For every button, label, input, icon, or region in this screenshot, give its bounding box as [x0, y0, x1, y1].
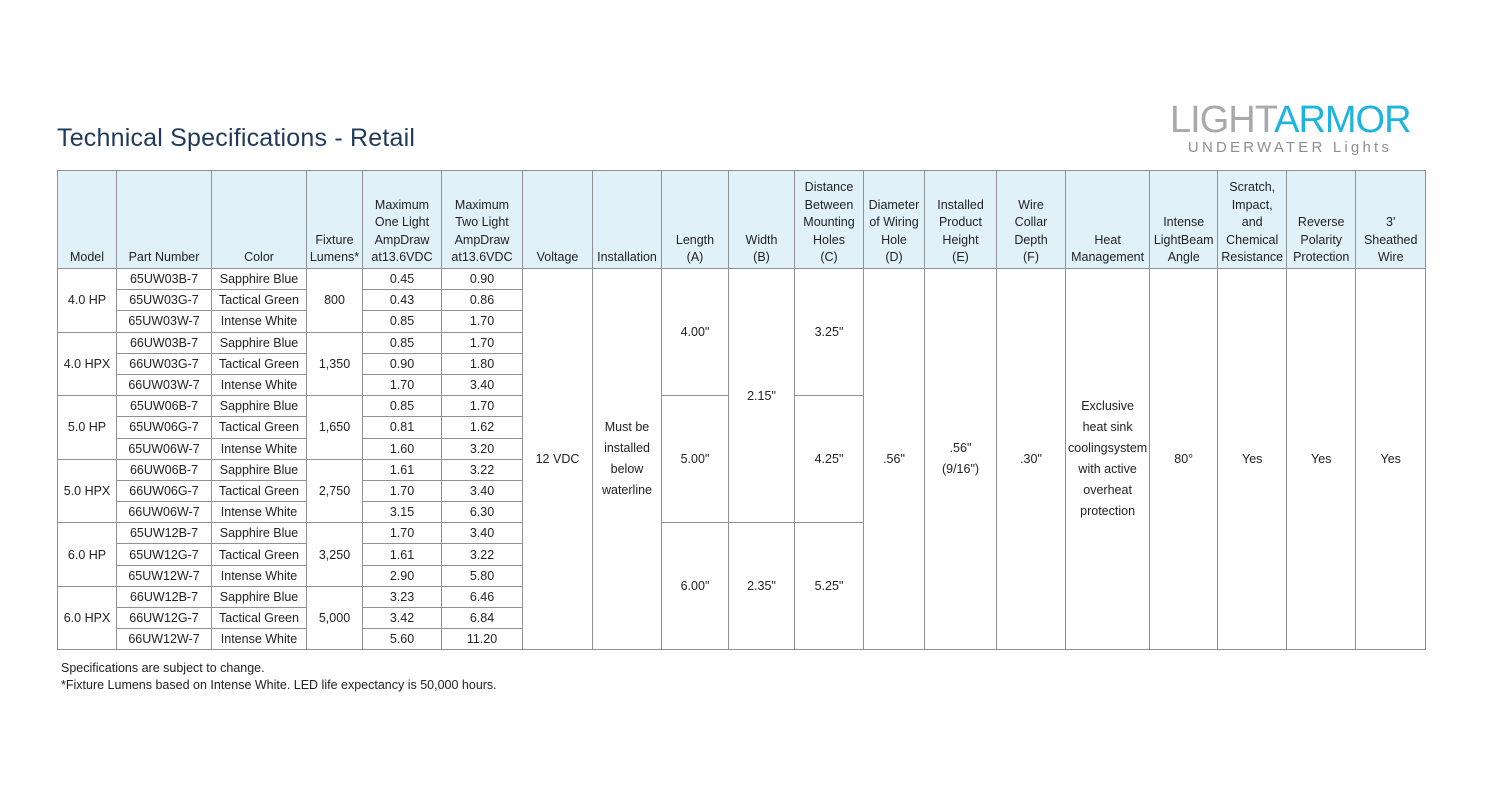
color-cell: Tactical Green — [212, 608, 307, 629]
col-header-beam-angle: Intense LightBeam Angle — [1150, 171, 1218, 269]
one-light-amp-cell: 0.85 — [363, 396, 442, 417]
one-light-amp-cell: 1.70 — [363, 523, 442, 544]
part-number-cell: 66UW12W-7 — [117, 629, 212, 650]
col-header-voltage: Voltage — [523, 171, 593, 269]
color-cell: Intense White — [212, 502, 307, 523]
part-number-cell: 66UW06W-7 — [117, 502, 212, 523]
model-cell: 5.0 HP — [58, 396, 117, 460]
logo-light: LIGHT — [1170, 99, 1275, 141]
col-header-diameter: Diameter of Wiring Hole (D) — [864, 171, 925, 269]
part-number-cell: 65UW12B-7 — [117, 523, 212, 544]
color-cell: Sapphire Blue — [212, 586, 307, 607]
model-cell: 6.0 HP — [58, 523, 117, 587]
length-cell: 6.00" — [662, 523, 729, 650]
color-cell: Tactical Green — [212, 544, 307, 565]
lumens-cell: 1,650 — [307, 396, 363, 460]
lumens-cell: 800 — [307, 269, 363, 333]
part-number-cell: 66UW06G-7 — [117, 480, 212, 501]
one-light-amp-cell: 1.70 — [363, 374, 442, 395]
length-cell: 4.00" — [662, 269, 729, 396]
width-cell: 2.15" — [729, 269, 795, 523]
col-header-one-light-amp: Maximum One Light AmpDraw at13.6VDC — [363, 171, 442, 269]
two-light-amp-cell: 1.70 — [442, 311, 523, 332]
two-light-amp-cell: 5.80 — [442, 565, 523, 586]
color-cell: Intense White — [212, 374, 307, 395]
two-light-amp-cell: 1.62 — [442, 417, 523, 438]
lumens-cell: 5,000 — [307, 586, 363, 650]
two-light-amp-cell: 1.80 — [442, 353, 523, 374]
two-light-amp-cell: 6.84 — [442, 608, 523, 629]
col-header-part-number: Part Number — [117, 171, 212, 269]
length-cell: 5.00" — [662, 396, 729, 523]
part-number-cell: 66UW03G-7 — [117, 353, 212, 374]
beam-angle-cell: 80° — [1150, 269, 1218, 650]
two-light-amp-cell: 11.20 — [442, 629, 523, 650]
col-header-width: Width (B) — [729, 171, 795, 269]
two-light-amp-cell: 1.70 — [442, 332, 523, 353]
col-header-scratch: Scratch, Impact, and Chemical Resistance — [1218, 171, 1287, 269]
footnote-lumens: *Fixture Lumens based on Intense White. LED life expectancy is 50,000 hours. — [61, 677, 497, 692]
one-light-amp-cell: 0.81 — [363, 417, 442, 438]
col-header-length: Length (A) — [662, 171, 729, 269]
part-number-cell: 66UW03W-7 — [117, 374, 212, 395]
part-number-cell: 65UW03B-7 — [117, 269, 212, 290]
color-cell: Intense White — [212, 438, 307, 459]
part-number-cell: 65UW12G-7 — [117, 544, 212, 565]
two-light-amp-cell: 0.86 — [442, 290, 523, 311]
color-cell: Intense White — [212, 311, 307, 332]
part-number-cell: 66UW12G-7 — [117, 608, 212, 629]
color-cell: Tactical Green — [212, 417, 307, 438]
part-number-cell: 65UW06B-7 — [117, 396, 212, 417]
col-header-two-light-amp: Maximum Two Light AmpDraw at13.6VDC — [442, 171, 523, 269]
col-header-reverse: Reverse Polarity Protection — [1287, 171, 1356, 269]
color-cell: Sapphire Blue — [212, 332, 307, 353]
one-light-amp-cell: 3.42 — [363, 608, 442, 629]
color-cell: Sapphire Blue — [212, 396, 307, 417]
part-number-cell: 66UW06B-7 — [117, 459, 212, 480]
page-title: Technical Specifications - Retail — [57, 124, 416, 152]
color-cell: Sapphire Blue — [212, 459, 307, 480]
logo-wordmark — [1170, 100, 1410, 140]
col-header-sheathed: 3' Sheathed Wire — [1356, 171, 1426, 269]
part-number-cell: 66UW12B-7 — [117, 586, 212, 607]
color-cell: Tactical Green — [212, 480, 307, 501]
header-row — [58, 171, 1426, 269]
two-light-amp-cell: 6.46 — [442, 586, 523, 607]
diameter-cell: .56" — [864, 269, 925, 650]
brand-logo — [1170, 100, 1410, 156]
col-header-color: Color — [212, 171, 307, 269]
one-light-amp-cell: 0.85 — [363, 311, 442, 332]
footnotes — [61, 660, 497, 693]
height-cell: .56" (9/16") — [925, 269, 997, 650]
two-light-amp-cell: 0.90 — [442, 269, 523, 290]
part-number-cell: 65UW06W-7 — [117, 438, 212, 459]
logo-armor: ARMOR — [1274, 99, 1411, 141]
part-number-cell: 65UW12W-7 — [117, 565, 212, 586]
lumens-cell: 1,350 — [307, 332, 363, 396]
model-cell: 4.0 HPX — [58, 332, 117, 396]
distance-cell: 5.25" — [795, 523, 864, 650]
one-light-amp-cell: 5.60 — [363, 629, 442, 650]
lumens-cell: 3,250 — [307, 523, 363, 587]
col-header-distance: Distance Between Mounting Holes (C) — [795, 171, 864, 269]
two-light-amp-cell: 1.70 — [442, 396, 523, 417]
two-light-amp-cell: 3.20 — [442, 438, 523, 459]
wire-collar-cell: .30" — [997, 269, 1066, 650]
color-cell: Tactical Green — [212, 290, 307, 311]
col-header-heat: Heat Management — [1066, 171, 1150, 269]
col-header-model: Model — [58, 171, 117, 269]
two-light-amp-cell: 3.22 — [442, 459, 523, 480]
color-cell: Intense White — [212, 565, 307, 586]
one-light-amp-cell: 2.90 — [363, 565, 442, 586]
two-light-amp-cell: 3.22 — [442, 544, 523, 565]
table-row — [58, 269, 1426, 290]
part-number-cell: 65UW03W-7 — [117, 311, 212, 332]
one-light-amp-cell: 1.70 — [363, 480, 442, 501]
two-light-amp-cell: 3.40 — [442, 480, 523, 501]
distance-cell: 3.25" — [795, 269, 864, 396]
sheathed-wire-cell: Yes — [1356, 269, 1426, 650]
two-light-amp-cell: 3.40 — [442, 374, 523, 395]
reverse-polarity-cell: Yes — [1287, 269, 1356, 650]
width-cell: 2.35" — [729, 523, 795, 650]
one-light-amp-cell: 0.45 — [363, 269, 442, 290]
installation-cell: Must be installed below waterline — [593, 269, 662, 650]
model-cell: 5.0 HPX — [58, 459, 117, 523]
one-light-amp-cell: 0.43 — [363, 290, 442, 311]
one-light-amp-cell: 3.23 — [363, 586, 442, 607]
lumens-cell: 2,750 — [307, 459, 363, 523]
color-cell: Sapphire Blue — [212, 523, 307, 544]
col-header-fixture-lumens: Fixture Lumens* — [307, 171, 363, 269]
distance-cell: 4.25" — [795, 396, 864, 523]
one-light-amp-cell: 3.15 — [363, 502, 442, 523]
one-light-amp-cell: 1.61 — [363, 459, 442, 480]
col-header-installation: Installation — [593, 171, 662, 269]
color-cell: Intense White — [212, 629, 307, 650]
part-number-cell: 65UW06G-7 — [117, 417, 212, 438]
one-light-amp-cell: 0.85 — [363, 332, 442, 353]
model-cell: 4.0 HP — [58, 269, 117, 333]
col-header-wire-collar: Wire Collar Depth (F) — [997, 171, 1066, 269]
color-cell: Tactical Green — [212, 353, 307, 374]
col-header-height: Installed Product Height (E) — [925, 171, 997, 269]
one-light-amp-cell: 1.60 — [363, 438, 442, 459]
heat-management-cell: Exclusive heat sink coolingsystem with active overheat protection — [1066, 269, 1150, 650]
voltage-cell: 12 VDC — [523, 269, 593, 650]
scratch-resistance-cell: Yes — [1218, 269, 1287, 650]
spec-table — [57, 170, 1426, 650]
model-cell: 6.0 HPX — [58, 586, 117, 650]
logo-subtitle: UNDERWATER Lights — [1187, 139, 1393, 156]
two-light-amp-cell: 3.40 — [442, 523, 523, 544]
footnote-change: Specifications are subject to change. — [61, 661, 265, 675]
color-cell: Sapphire Blue — [212, 269, 307, 290]
one-light-amp-cell: 1.61 — [363, 544, 442, 565]
part-number-cell: 66UW03B-7 — [117, 332, 212, 353]
one-light-amp-cell: 0.90 — [363, 353, 442, 374]
part-number-cell: 65UW03G-7 — [117, 290, 212, 311]
two-light-amp-cell: 6.30 — [442, 502, 523, 523]
